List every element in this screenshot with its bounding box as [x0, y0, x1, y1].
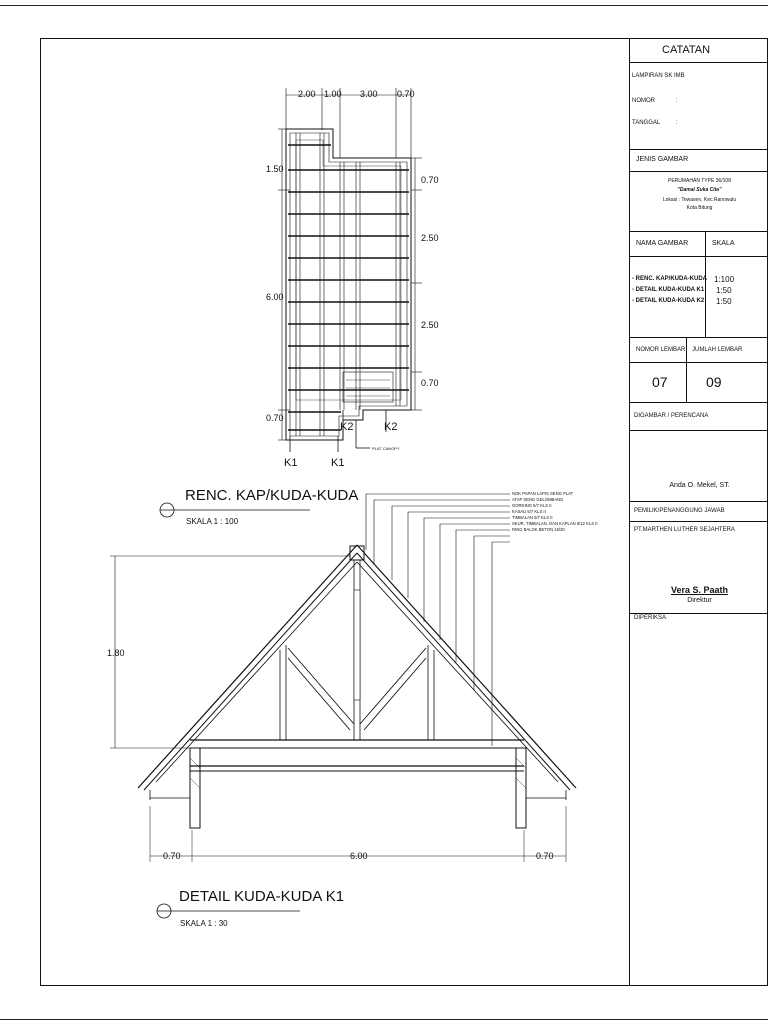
drawing-name-1: - RENC. KAP/KUDA-KUDA	[632, 276, 707, 282]
detail-dim-right: 0.70	[536, 851, 554, 861]
plan-dim-top-3: 3.00	[360, 89, 378, 99]
plan-title-group	[160, 503, 310, 517]
sheet-total: 09	[706, 374, 722, 390]
plan-dim-top-1: 2.00	[298, 89, 316, 99]
digambar-label: DIGAMBAR / PERENCANA	[634, 413, 709, 419]
truss-label-k1-a: K1	[284, 457, 298, 469]
plan-dim-right-4: 0.70	[421, 378, 439, 388]
drawing-name-3: - DETAIL KUDA-KUDA K2	[632, 298, 705, 304]
truss-label-k1-b: K1	[331, 457, 345, 469]
plan-scale: SKALA 1 : 100	[186, 517, 239, 526]
truss-label-k2-a: K2	[340, 421, 354, 433]
plan-dim-right	[411, 158, 422, 410]
drawing-name-2: - DETAIL KUDA-KUDA K1	[632, 287, 705, 293]
detail-notes	[512, 491, 598, 532]
canopy-hatch	[346, 380, 390, 396]
detail-dim-mid: 6.00	[350, 851, 368, 861]
tanggal-label: TANGGAL	[632, 120, 661, 126]
plan-dim-left-2: 6.00	[266, 292, 284, 302]
note-4: KASAU 5/7 KLS II	[512, 509, 546, 514]
skala-label: SKALA	[712, 240, 735, 247]
roof-plan	[278, 88, 422, 452]
plan-title: RENC. KAP/KUDA-KUDA	[185, 487, 359, 504]
plan-dim-right-3: 2.50	[421, 320, 439, 330]
note-5: TIMBALAN 5/7 KLS II	[512, 515, 553, 520]
company-name: PT.MARTHEN LUTHER SEJAHTERA	[634, 527, 735, 533]
note-leaders	[366, 494, 510, 746]
drawing-scale-3: 1:50	[716, 297, 732, 306]
plan-note: PLAT CANOPY	[372, 446, 400, 451]
purlins	[288, 145, 409, 430]
plan-dim-left-1: 1.50	[266, 164, 284, 174]
detail-title-group	[157, 904, 300, 918]
canopy-slab	[343, 372, 393, 402]
project-location: Lokasi : Tewasen, Kec.Ranowulu	[662, 197, 737, 203]
note-7: RING BALOK BETON 15/20	[512, 527, 565, 532]
jenis-gambar-label: JENIS GAMBAR	[636, 156, 689, 163]
detail-title: DETAIL KUDA-KUDA K1	[179, 888, 345, 905]
nomor-label: NOMOR	[632, 98, 655, 104]
sheet-number: 07	[652, 374, 668, 390]
detail-dim-left: 0.70	[163, 851, 181, 861]
nomor-lembar-label: NOMOR LEMBAR	[636, 347, 686, 353]
project-type: PERUMAHAN TYPE 36/108	[668, 178, 731, 184]
director-title: Direktur	[687, 597, 712, 604]
note-6: SKUR, TIMBALAN, DAN KAPLAN 8/12 KLS II	[512, 521, 598, 526]
detail-scale: SKALA 1 : 30	[180, 919, 228, 928]
pemilik-label: PEMILIK/PENANGGUNG JAWAB	[634, 508, 725, 514]
drawing-scale-2: 1:50	[716, 286, 732, 295]
note-2: ATAP SENG GELOMBANG	[512, 497, 564, 502]
jumlah-lembar-label: JUMLAH LEMBAR	[692, 347, 743, 353]
roof-wall-line	[296, 140, 401, 400]
note-3: GORDING 5/7 KLS II	[512, 503, 552, 508]
truss-label-k2-b: K2	[384, 421, 398, 433]
note-1: NOK PAPAN LAPIS SENG PLAT	[512, 491, 574, 496]
project-city: Kota Bitung	[686, 205, 713, 211]
detail-height: 1.80	[107, 648, 125, 658]
drawing-scale-1: 1:100	[714, 275, 735, 284]
lampiran-label: LAMPIRAN SK IMB	[632, 73, 685, 79]
roof-outline	[286, 129, 411, 440]
plan-dim-top-4: 0.70	[397, 89, 415, 99]
plan-dim-right-2: 2.50	[421, 233, 439, 243]
plan-dim-top-2: 1.00	[324, 89, 342, 99]
nama-gambar-label: NAMA GAMBAR	[636, 240, 689, 247]
plan-dim-right-1: 0.70	[421, 175, 439, 185]
project-name: "Damai Suka Cita"	[677, 187, 722, 193]
catatan-label: CATATAN	[662, 44, 711, 56]
detail-dims	[107, 648, 554, 861]
truss-detail	[110, 494, 576, 862]
plan-dim-left-3: 0.70	[266, 413, 284, 423]
designer-name: Anda O. Mekel, ST.	[669, 482, 730, 489]
tanggal-colon: :	[676, 120, 678, 126]
director-name: Vera S. Paath	[670, 585, 729, 595]
diperiksa-label: DIPERIKSA	[634, 615, 667, 621]
nomor-colon: :	[676, 98, 678, 104]
plan-dim-left	[278, 129, 290, 440]
